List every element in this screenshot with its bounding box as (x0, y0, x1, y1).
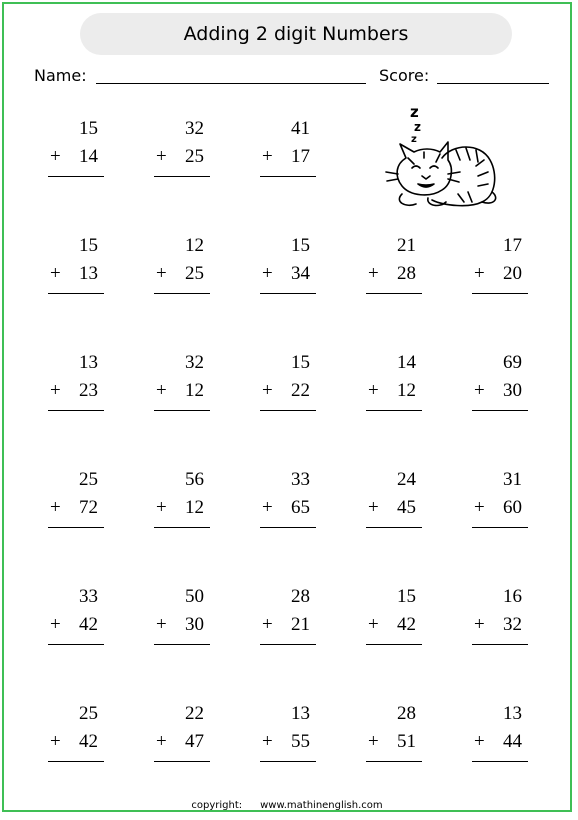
bottom-number: 12 (185, 497, 204, 518)
zzz-letter: z (414, 120, 421, 134)
score-label: Score: (379, 66, 430, 85)
footer (4, 800, 570, 811)
plus-sign: + (50, 614, 61, 635)
bottom-number: 42 (79, 614, 98, 635)
bottom-number: 60 (503, 497, 522, 518)
plus-sign: + (368, 497, 379, 518)
worksheet (2, 2, 572, 812)
plus-sign: + (50, 497, 61, 518)
addition-problem (260, 352, 316, 422)
plus-sign: + (262, 380, 273, 401)
answer-line[interactable] (260, 527, 316, 528)
addition-problem (472, 352, 528, 422)
answer-line[interactable] (472, 293, 528, 294)
bottom-number: 44 (503, 731, 522, 752)
plus-sign: + (262, 731, 273, 752)
bottom-number: 17 (291, 146, 310, 167)
plus-sign: + (474, 380, 485, 401)
top-number: 13 (291, 703, 310, 724)
addition-problem (472, 586, 528, 656)
plus-sign: + (50, 731, 61, 752)
addition-problem (48, 586, 104, 656)
answer-line[interactable] (154, 293, 210, 294)
answer-line[interactable] (154, 410, 210, 411)
answer-line[interactable] (472, 644, 528, 645)
answer-line[interactable] (260, 644, 316, 645)
sleeping-cat-icon (384, 102, 502, 212)
bottom-number: 12 (185, 380, 204, 401)
answer-line[interactable] (260, 176, 316, 177)
bottom-number: 42 (79, 731, 98, 752)
addition-problem (48, 469, 104, 539)
addition-problem (48, 352, 104, 422)
bottom-number: 55 (291, 731, 310, 752)
bottom-number: 32 (503, 614, 522, 635)
top-number: 15 (79, 118, 98, 139)
bottom-number: 34 (291, 263, 310, 284)
top-number: 25 (79, 703, 98, 724)
addition-problem (154, 469, 210, 539)
answer-line[interactable] (48, 644, 104, 645)
bottom-number: 23 (79, 380, 98, 401)
top-number: 31 (503, 469, 522, 490)
answer-line[interactable] (472, 761, 528, 762)
addition-problem (154, 586, 210, 656)
top-number: 69 (503, 352, 522, 373)
top-number: 28 (291, 586, 310, 607)
plus-sign: + (156, 497, 167, 518)
bottom-number: 72 (79, 497, 98, 518)
top-number: 12 (185, 235, 204, 256)
answer-line[interactable] (154, 644, 210, 645)
addition-problem (48, 118, 104, 188)
bottom-number: 45 (397, 497, 416, 518)
answer-line[interactable] (260, 410, 316, 411)
top-number: 32 (185, 352, 204, 373)
answer-line[interactable] (366, 761, 422, 762)
answer-line[interactable] (366, 293, 422, 294)
top-number: 15 (291, 235, 310, 256)
plus-sign: + (156, 731, 167, 752)
addition-problem (154, 118, 210, 188)
bottom-number: 14 (79, 146, 98, 167)
top-number: 28 (397, 703, 416, 724)
top-number: 33 (79, 586, 98, 607)
answer-line[interactable] (260, 293, 316, 294)
zzz-letter: z (410, 103, 419, 121)
plus-sign: + (50, 146, 61, 167)
addition-problem (366, 235, 422, 305)
plus-sign: + (368, 263, 379, 284)
plus-sign: + (368, 380, 379, 401)
plus-sign: + (156, 380, 167, 401)
bottom-number: 25 (185, 263, 204, 284)
addition-problem (366, 586, 422, 656)
answer-line[interactable] (48, 293, 104, 294)
answer-line[interactable] (472, 527, 528, 528)
bottom-number: 13 (79, 263, 98, 284)
top-number: 15 (79, 235, 98, 256)
name-label: Name: (34, 66, 87, 85)
addition-problem (366, 469, 422, 539)
bottom-number: 22 (291, 380, 310, 401)
answer-line[interactable] (48, 761, 104, 762)
bottom-number: 30 (185, 614, 204, 635)
answer-line[interactable] (472, 410, 528, 411)
top-number: 15 (291, 352, 310, 373)
addition-problem (260, 235, 316, 305)
bottom-number: 12 (397, 380, 416, 401)
answer-line[interactable] (48, 176, 104, 177)
addition-problem (366, 703, 422, 773)
bottom-number: 28 (397, 263, 416, 284)
worksheet-title: Adding 2 digit Numbers (80, 13, 512, 55)
copyright-label: copyright: (191, 800, 243, 811)
answer-line[interactable] (154, 176, 210, 177)
answer-line[interactable] (366, 644, 422, 645)
addition-problem (154, 352, 210, 422)
score-answer-line[interactable] (437, 83, 549, 84)
bottom-number: 30 (503, 380, 522, 401)
plus-sign: + (156, 614, 167, 635)
bottom-number: 65 (291, 497, 310, 518)
answer-line[interactable] (48, 527, 104, 528)
top-number: 24 (397, 469, 416, 490)
plus-sign: + (156, 263, 167, 284)
plus-sign: + (262, 614, 273, 635)
plus-sign: + (262, 263, 273, 284)
plus-sign: + (262, 146, 273, 167)
zzz-letter: z (411, 134, 417, 145)
plus-sign: + (474, 731, 485, 752)
top-number: 14 (397, 352, 416, 373)
plus-sign: + (368, 614, 379, 635)
bottom-number: 42 (397, 614, 416, 635)
plus-sign: + (262, 497, 273, 518)
plus-sign: + (474, 263, 485, 284)
top-number: 33 (291, 469, 310, 490)
bottom-number: 47 (185, 731, 204, 752)
answer-line[interactable] (366, 527, 422, 528)
bottom-number: 20 (503, 263, 522, 284)
top-number: 56 (185, 469, 204, 490)
top-number: 17 (503, 235, 522, 256)
top-number: 32 (185, 118, 204, 139)
addition-problem (472, 703, 528, 773)
addition-problem (154, 703, 210, 773)
plus-sign: + (50, 380, 61, 401)
addition-problem (154, 235, 210, 305)
plus-sign: + (474, 497, 485, 518)
answer-line[interactable] (260, 761, 316, 762)
top-number: 41 (291, 118, 310, 139)
top-number: 13 (503, 703, 522, 724)
bottom-number: 25 (185, 146, 204, 167)
answer-line[interactable] (154, 527, 210, 528)
addition-problem (366, 352, 422, 422)
plus-sign: + (474, 614, 485, 635)
plus-sign: + (156, 146, 167, 167)
addition-problem (260, 469, 316, 539)
top-number: 50 (185, 586, 204, 607)
top-number: 25 (79, 469, 98, 490)
top-number: 16 (503, 586, 522, 607)
top-number: 13 (79, 352, 98, 373)
answer-line[interactable] (366, 410, 422, 411)
top-number: 21 (397, 235, 416, 256)
addition-problem (472, 469, 528, 539)
top-number: 15 (397, 586, 416, 607)
addition-problem (472, 235, 528, 305)
name-answer-line[interactable] (96, 83, 366, 84)
addition-problem (48, 703, 104, 773)
addition-problem (260, 586, 316, 656)
plus-sign: + (50, 263, 61, 284)
answer-line[interactable] (154, 761, 210, 762)
name-score-row (34, 64, 554, 90)
addition-problem (260, 703, 316, 773)
website-link[interactable]: www.mathinenglish.com (260, 800, 383, 811)
plus-sign: + (368, 731, 379, 752)
bottom-number: 21 (291, 614, 310, 635)
top-number: 22 (185, 703, 204, 724)
addition-problem (48, 235, 104, 305)
answer-line[interactable] (48, 410, 104, 411)
addition-problem (260, 118, 316, 188)
bottom-number: 51 (397, 731, 416, 752)
